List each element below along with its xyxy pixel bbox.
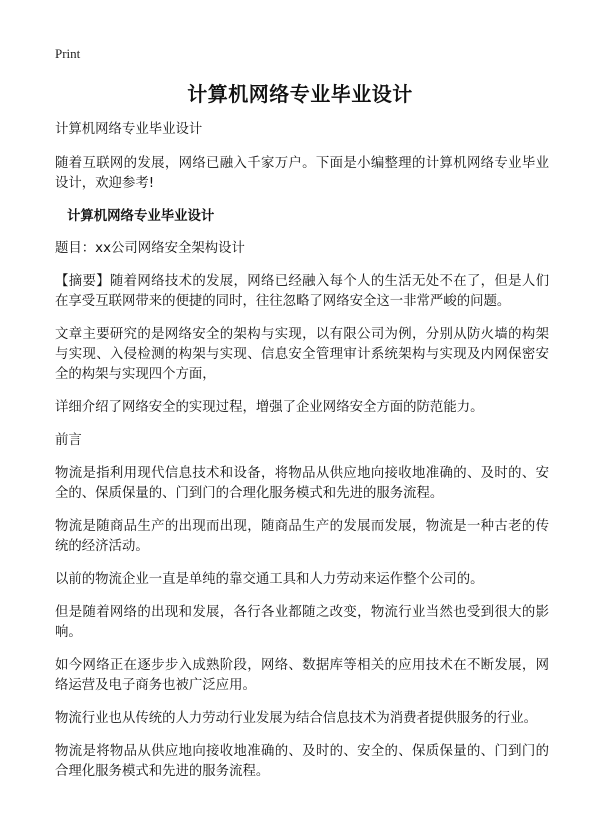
body-paragraph: 物流是指利用现代信息技术和设备，将物品从供应地向接收地准确的、及时的、安全的、保质保量的、门到门的合理化服务模式和先进的服务流程。: [55, 466, 549, 501]
abstract-paragraph: 【摘要】随着网络技术的发展，网络已经融入每个人的生活无处不在了，但是人们在享受互联网带来的便捷的同时，往往忽略了网络安全这一非常严峻的问题。: [55, 274, 549, 309]
article-body: [55, 120, 549, 795]
preface-heading: 前言: [55, 433, 82, 448]
print-link[interactable]: Print: [55, 46, 81, 61]
body-paragraph: 物流是随商品生产的出现而出现，随商品生产的发展而发展，物流是一种古老的传统的经济活动。: [55, 519, 549, 554]
body-paragraph: 物流是将物品从供应地向接收地准确的、及时的、安全的、保质保量的、门到门的合理化服务模式和先进的服务流程。: [55, 744, 549, 779]
topic-line: 题目：xx公司网络安全架构设计: [55, 241, 245, 256]
section-heading: 计算机网络专业毕业设计: [67, 209, 215, 224]
intro-paragraph: 随着互联网的发展，网络已融入千家万户。下面是小编整理的计算机网络专业毕业设计，欢迎参考!: [55, 156, 549, 191]
body-paragraph: 物流行业也从传统的人力劳动行业发展为结合信息技术为消费者提供服务的行业。: [55, 711, 538, 726]
article-heading: 计算机网络专业毕业设计: [55, 122, 203, 137]
body-paragraph: 以前的物流企业一直是单纯的靠交通工具和人力劳动来运作整个公司的。: [55, 572, 484, 587]
page-title: 计算机网络专业毕业设计: [187, 82, 413, 106]
body-paragraph: 详细介绍了网络安全的实现过程，增强了企业网络安全方面的防范能力。: [55, 400, 484, 415]
body-paragraph: 如今网络正在逐步步入成熟阶段，网络、数据库等相关的应用技术在不断发展，网络运营及电子商务也被广泛应用。: [55, 658, 549, 693]
body-paragraph: 但是随着网络的出现和发展，各行各业都随之改变，物流行业当然也受到很大的影响。: [55, 605, 549, 640]
body-paragraph: 文章主要研究的是网络安全的架构与实现，以有限公司为例，分别从防火墙的构架与实现、入侵检测的构架与实现、信息安全管理审计系统架构与实现及内网保密安全的构架与实现四个方面，: [55, 327, 549, 382]
